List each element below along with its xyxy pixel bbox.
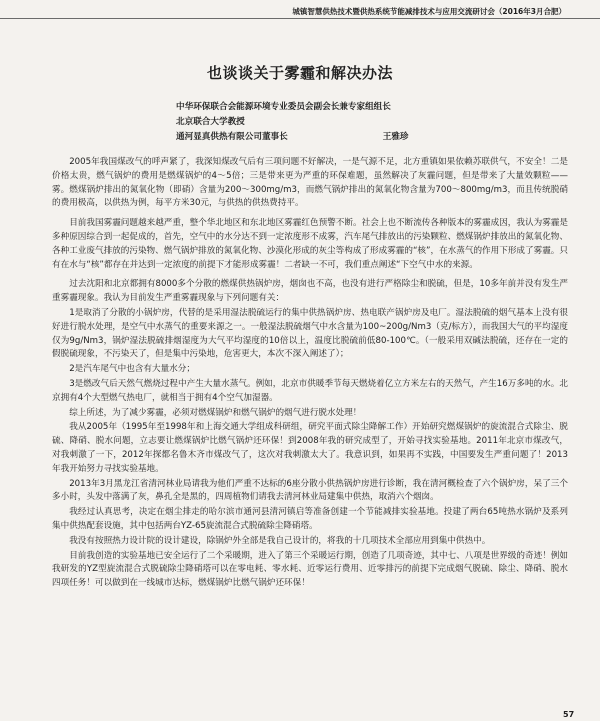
author-affiliation-with-name	[176, 130, 476, 145]
body-paragraph: 目前我国雾霾问题越来越严重，整个华北地区和东北地区雾霾红色预警不断。社会上也不断流传各种版本的雾霾成因，我认为雾霾是多种原因综合到一起促成的，首先，空气中的水分达不到一定浓度形不成雾，汽车尾气排放出的污染颗粒、燃煤锅炉排放出的氮氧化物、各种工业废气排放的污染物、燃气锅炉排放的氮氧化物、沙漠化形成的灰尘等构成了形成雾霾的“核”，在水蒸气的作用下形成了雾霾。只有在水与“核”都存在并达到一定浓度的前提下才能形成雾霾！二者缺一不可，我们重点阐述“下空气中水的来源。	[52, 218, 568, 270]
author-name: 王雅珍	[382, 132, 409, 142]
body-paragraph: 我没有按照热力设计院的设计建设，除锅炉外全部是我自己设计的，将我的十几项技术全部应用到集中供热中。	[69, 535, 491, 546]
body-paragraph: 我从2005年（1995年至1998年和上海交通大学组成科研组，研究平面式除尘降解工作）开始研究燃煤锅炉的旋流混合式除尘、脱硫、降硝、脱水问题，立志要让燃煤锅炉比燃气锅炉还环保！到2008年我的研究成型了，开始寻找实验基地。2011年北京市煤改气，对我刺激了一下，2012年探都名鲁木齐市煤改气了，这次对我刺激太大了。我意识到，如果再不实践，中国要发生严重问题了！2013年我开始努力寻找实验基地。	[52, 422, 568, 474]
article-body	[52, 156, 568, 592]
author-block	[176, 100, 476, 145]
body-paragraph: 2005年我国煤改气的呼声紧了，我深知煤改气后有三项问题不好解决，一是气源不足，北方重镇如果依赖苏联供气，不安全！二是价格太贵，燃气锅炉的费用是燃煤锅炉的4～5倍；三是带来更为严重的环保难题，虽然解决了灰霾问题，但是带来了大量效颗粒——雾。燃煤锅炉排出的氮氧化物（即硝）含量为200～300mg/m3，而燃气锅炉排出的氮氧化物含量为700～800mg/m3，而且传统脱硝的费用极高，以供热为例，每平方米30元，与供热的供热费持平。	[52, 157, 568, 209]
body-paragraph: 综上所述，为了减少雾霾，必须对燃煤锅炉和燃气锅炉的烟气进行脱水处理！	[69, 407, 362, 418]
author-affiliation: 中华环保联合会能源环境专业委员会副会长兼专家组组长	[176, 102, 391, 112]
body-paragraph: 目前我创造的实验基地已安全运行了二个采暖期，进入了第三个采暖运行期，创造了几项奇迹，其中七、八项是世界级的奇迹！例如我研发的YZ型旋流混合式脱硫除尘降硝塔可以在零电耗、零水耗、近零运行费用、近零排污的前提下完成烟气脱硫、除尘、降硝、脱水四项任务！可以做到在一线城市达标，燃煤锅炉比燃气锅炉还环保！	[52, 550, 568, 589]
body-paragraph: 1是取消了分散的小锅炉房，代替的是采用湿法脱硫运行的集中供热锅炉房、热电联产锅炉房及电厂。湿法脱硫的烟气基本上没有很好进行脱水处理，是空气中水蒸气的重要来源之一。一般湿法脱硫烟气中水含量为100~200g/Nm3（克/标方），而我国大气的平均湿度仅为9g/Nm3，锅炉湿法脱硫排烟湿度为大气平均湿度的10倍以上，温度比脱硫前低80-100℃。（一般采用双碱法脱硫，还存在一定的假脱硫现象，不污染天了，但是集中污染地，危害更大，本次不深入阐述了）；	[52, 307, 568, 360]
running-header	[0, 6, 600, 19]
body-paragraph: 2是汽车尾气中也含有大量水分；	[69, 364, 195, 375]
author-affiliation: 通河显真供热有限公司董事长	[176, 132, 288, 142]
body-paragraph: 我经过认真思考，决定在烟尘排走的哈尔滨市通河县清河镇启等准备创建一个节能减排实验基地。投建了两台65吨热水锅炉及系列集中供热配套设施，其中包括两台YZ-65旋流混合式脱硫除尘降硝塔。	[52, 507, 568, 531]
running-title: 城镇智慧供热技术暨供热系统节能减排技术与应用交流研讨会（2016年3月合肥）	[292, 7, 566, 16]
author-affiliation: 北京联合大学教授	[176, 117, 245, 127]
body-paragraph: 2013年3月黑龙江省清河林业局请我为他们严重不达标的6座分散小供热锅炉房进行诊断，我在清河概检查了六个锅炉房，呆了三个多小时，头发中落满了灰，鼻孔全是黑的，四周植物们请我去清河林业局建集中供热，取消六个烟囱。	[52, 478, 568, 503]
body-paragraph: 过去沈阳和北京都拥有8000多个分散的燃煤供热锅炉房，烟囱也不高，也没有进行严格除尘和脱硫，但是，10多年前并没有发生严重雾霾现象。我认为目前发生严重雾霾现象与下列问题有关：	[52, 279, 568, 304]
page-number: 57	[563, 710, 575, 719]
article-title: 也谈谈关于雾霾和解决办法	[206, 64, 393, 82]
body-paragraph: 3是燃改气后天然气燃烧过程中产生大量水蒸气。例如，北京市供暖季节每天燃烧着亿立方米左右的天然气，产生16万多吨的水。北京拥有4个大型燃气热电厂，就相当于拥有4个空气加湿器。	[52, 378, 568, 403]
